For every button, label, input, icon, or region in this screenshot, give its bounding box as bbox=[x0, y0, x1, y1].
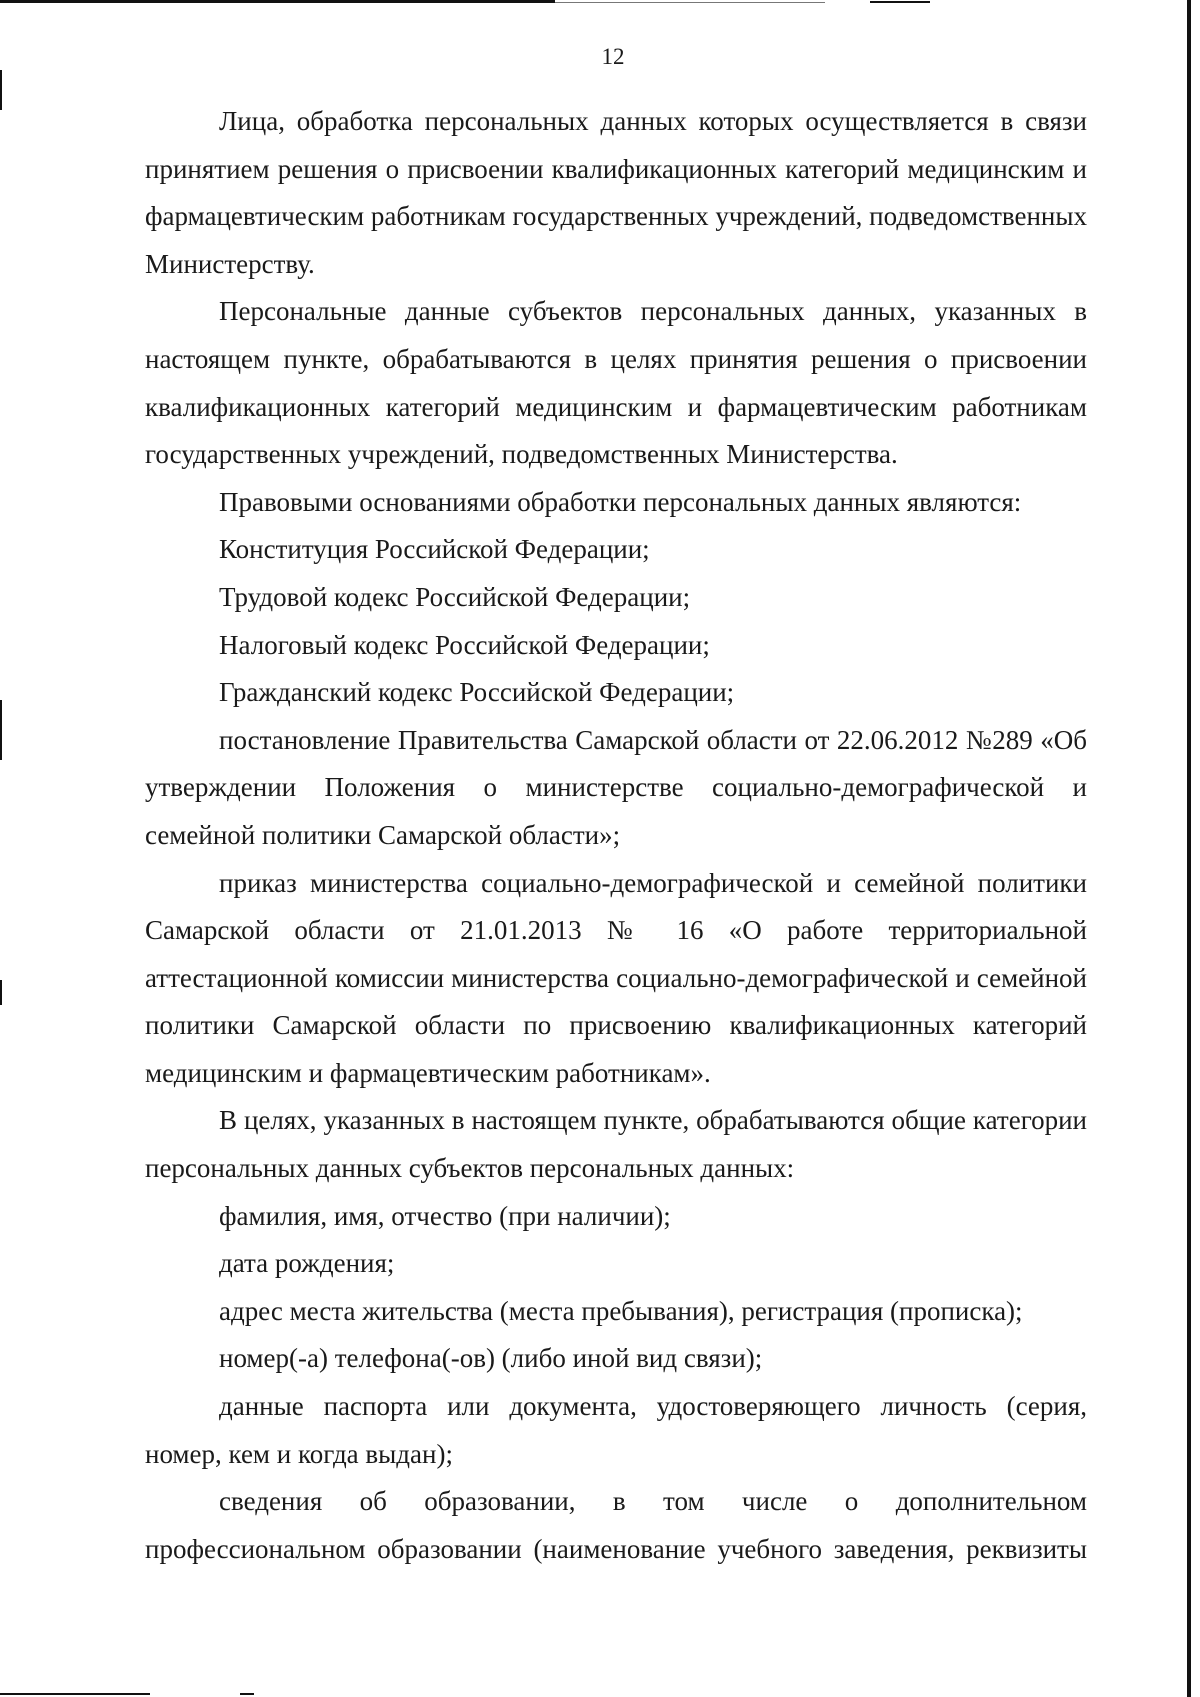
list-item: постановление Правительства Самарской области от 22.06.2012 №289 «Об утверждении Положения о министерстве социально-демографической и семейной политики Самарской области»; bbox=[145, 724, 1087, 850]
paragraph: Правовыми основаниями обработки персональных данных являются: bbox=[219, 486, 1022, 517]
list-item: Налоговый кодекс Российской Федерации; bbox=[219, 629, 710, 660]
list-item: сведения об образовании, в том числе о дополнительном профессиональном образовании (наименование учебного заведения, реквизиты bbox=[145, 1486, 1087, 1564]
paragraph: Лица, обработка персональных данных которых осуществляется в связи принятием решения о присвоении квалификационных категорий медицинским и фармацевтическим работникам государственных учреждений, подведомственных Министерству. bbox=[145, 106, 1087, 279]
page-number: 12 bbox=[601, 44, 625, 69]
list-item: Трудовой кодекс Российской Федерации; bbox=[219, 581, 691, 612]
paragraph: Персональные данные субъектов персональных данных, указанных в настоящем пункте, обрабатываются в целях принятия решения о присвоении квалификационных категорий медицинским и фармацевтическим работникам государственных учреждений, подведомственных Министерства. bbox=[145, 296, 1087, 470]
scan-edge-mark bbox=[0, 70, 2, 110]
list-item: Гражданский кодекс Российской Федерации; bbox=[219, 677, 735, 708]
list-item: данные паспорта или документа, удостоверяющего личность (серия, номер, кем и когда выдан); bbox=[145, 1391, 1087, 1469]
list-item: номер(-а) телефона(-ов) (либо иной вид связи); bbox=[219, 1343, 763, 1374]
list-item: Конституция Российской Федерации; bbox=[219, 534, 650, 565]
list-item: адрес места жительства (места пребывания), регистрация (прописка); bbox=[219, 1295, 1023, 1326]
scan-edge-mark bbox=[870, 1, 930, 3]
paragraph: В целях, указанных в настоящем пункте, обрабатываются общие категории персональных данных субъектов персональных данных: bbox=[145, 1105, 1087, 1184]
scan-edge-mark bbox=[0, 1693, 150, 1695]
scan-edge-mark bbox=[555, 2, 825, 3]
list-item: дата рождения; bbox=[219, 1248, 395, 1279]
scan-edge-mark bbox=[1187, 0, 1191, 1697]
scan-edge-mark bbox=[0, 700, 2, 760]
scan-edge-mark bbox=[0, 980, 2, 1005]
list-item: приказ министерства социально-демографической и семейной политики Самарской области от 21.01.2013 № 16 «О работе территориальной аттестационной комиссии министерства социально-демографической и семейной политики Самарской области по присвоению квалификационных категорий медицинским и фармацевтическим работникам». bbox=[145, 867, 1087, 1088]
scan-edge-mark bbox=[240, 1693, 254, 1695]
scan-edge-mark bbox=[0, 0, 555, 3]
list-item: фамилия, имя, отчество (при наличии); bbox=[219, 1200, 671, 1231]
document-body bbox=[145, 98, 1087, 1573]
